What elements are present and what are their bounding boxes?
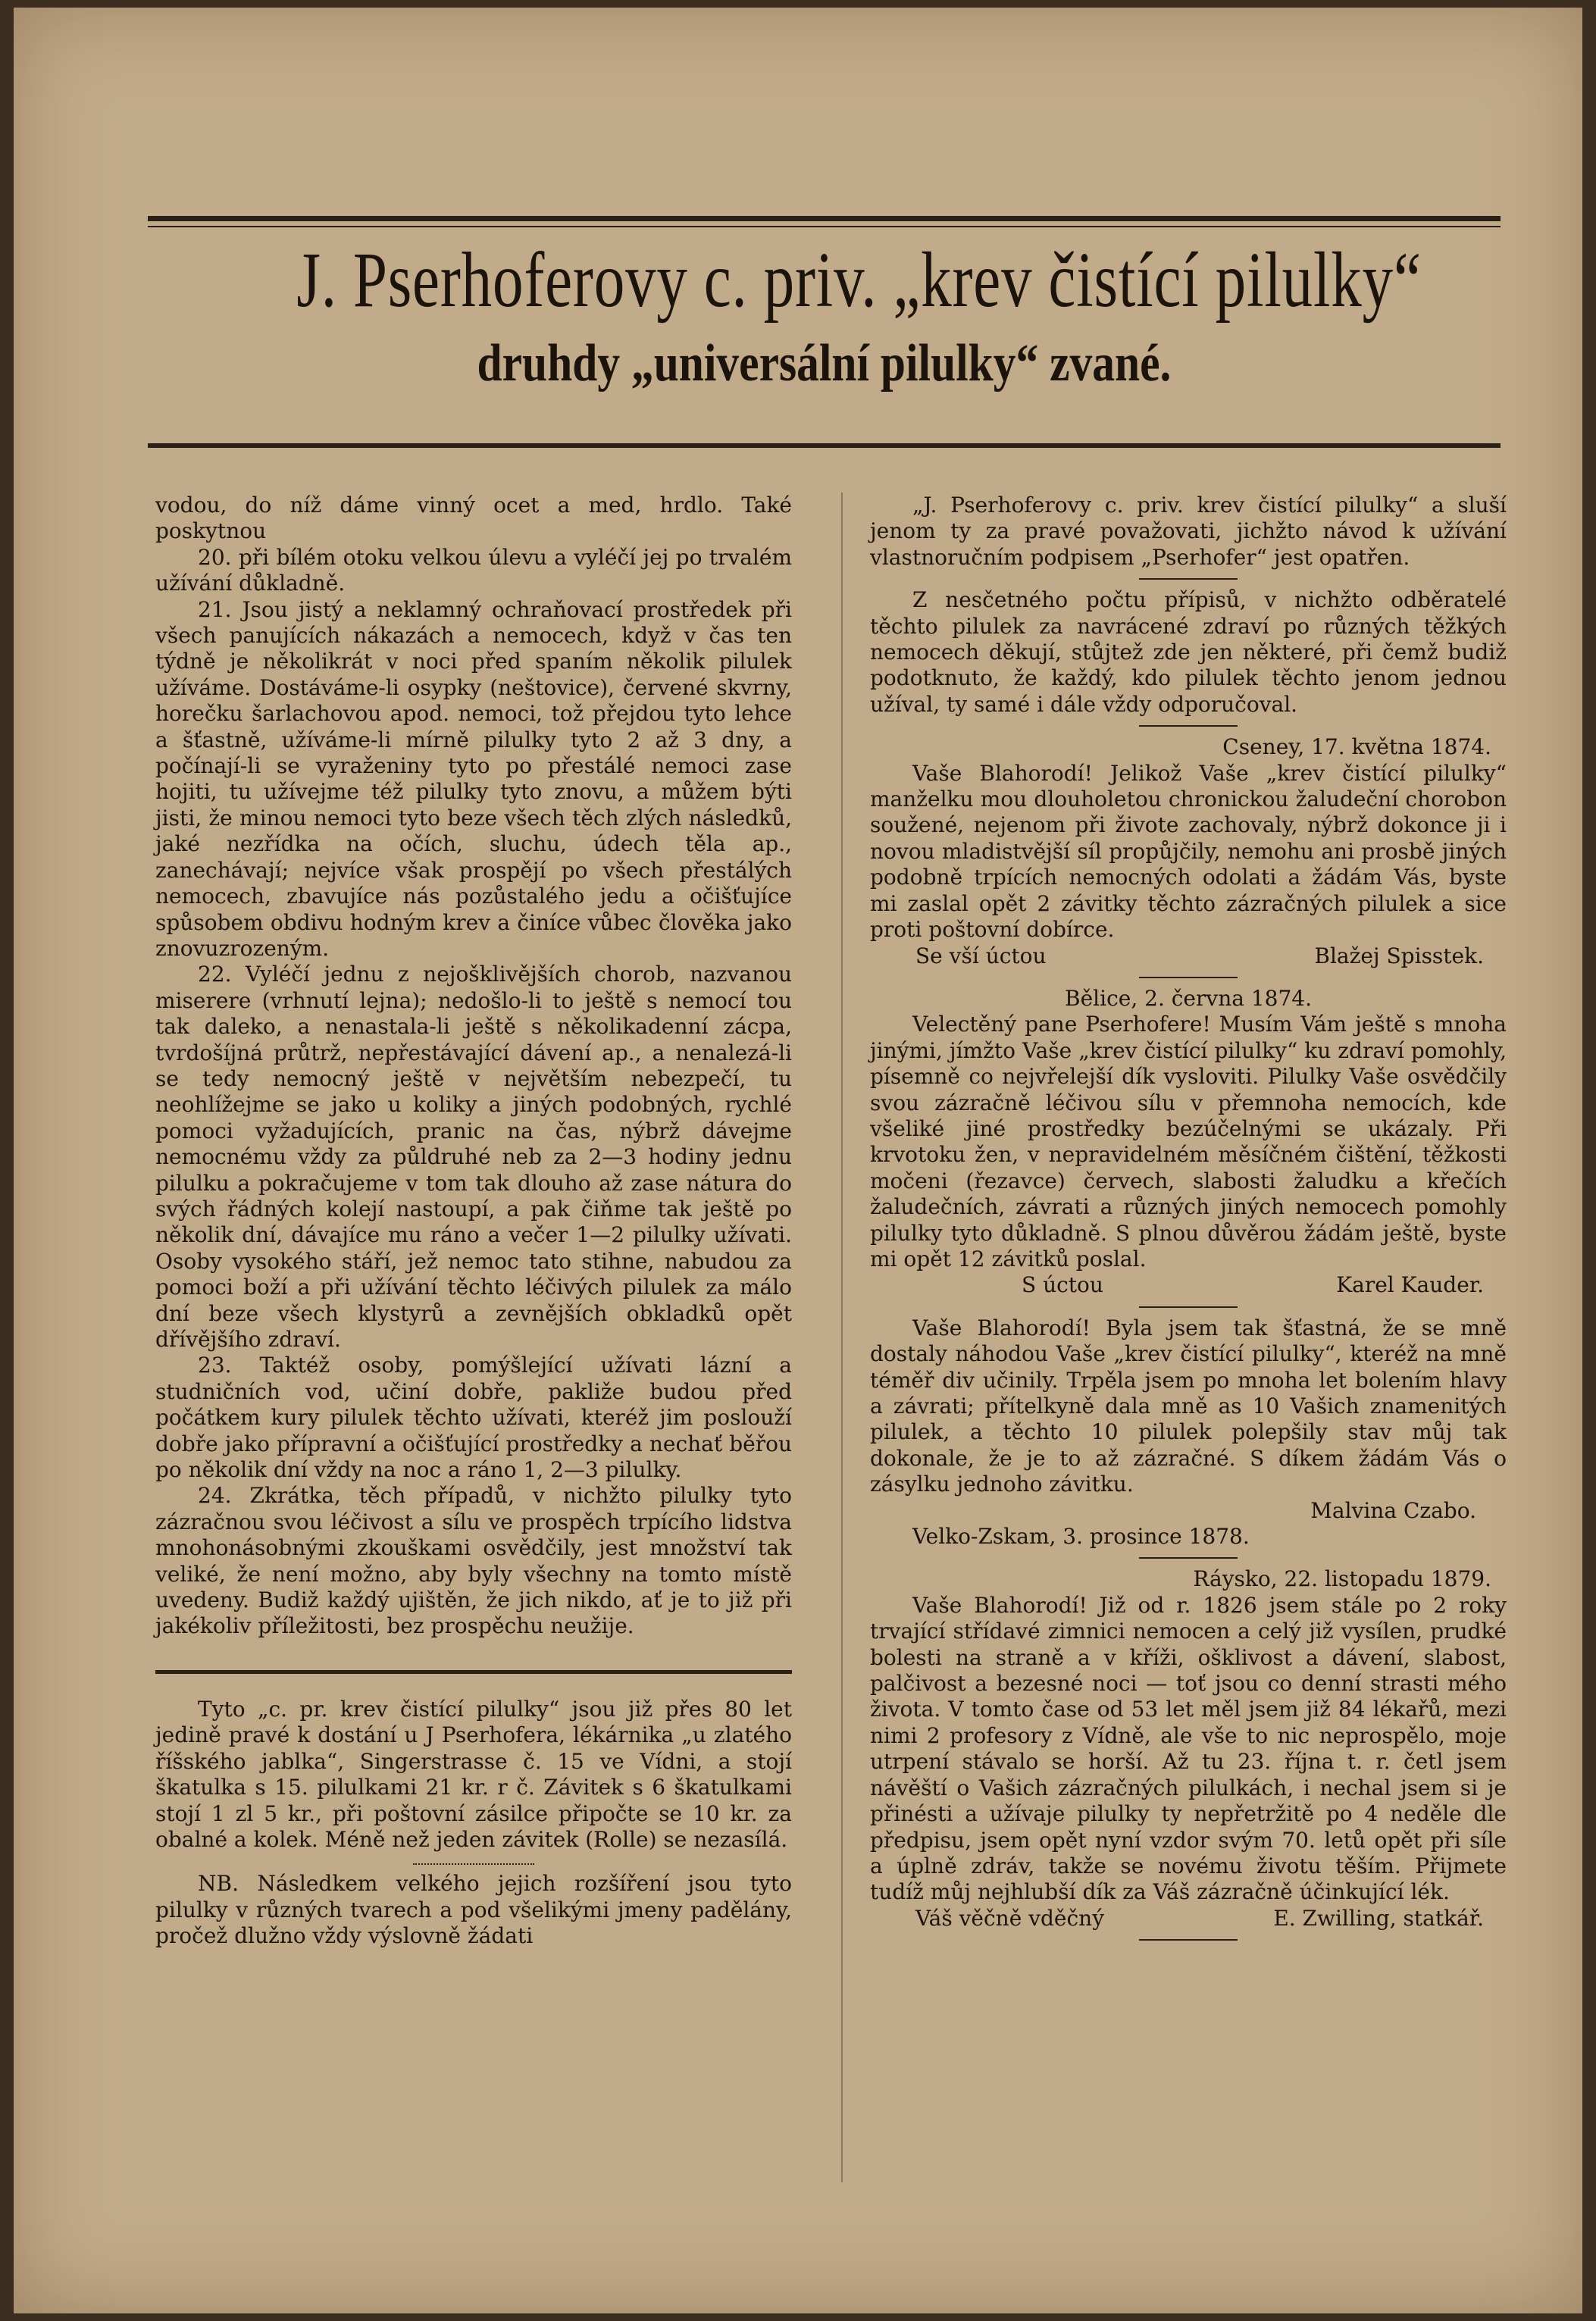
letter-1-signer: Blažej Spisstek. — [1314, 943, 1484, 968]
nb-notice: NB. Následkem velkého jejich rozšíření jsou tyto pilulky v různých tvarech a pod všelikými jmeny padělány, pročež dlužno vždy výslovně žádati — [155, 1871, 792, 1949]
item-23: 23. Taktéž osoby, pomýšlející užívati lázní a studničních vod, učiní dobře, pakliže budou před počátkem kury pilulek těchto užívati, kteréž jim poslouží dobře jako přípravní a očišťující prostředky a nechať běřou po několik dní vždy na noc a ráno 1, 2—3 pilulky. — [155, 1353, 792, 1483]
letter-2-signature — [870, 1272, 1507, 1298]
header-bottom-rule — [148, 443, 1501, 448]
letter-1-place: Cseney, 17. května 1874. — [1222, 734, 1491, 760]
short-rule — [1139, 1557, 1238, 1559]
letter-1-text: Vaše Blahorodí! Jelikož Vaše „krev čistící pilulky“ manželku mou dlouholetou chronickou žaludeční chorobon soužené, nejenom při živote zachovaly, nýbrž dokonce ji i novou mladistvější síl propůjčily, nemohu ani prosbě jiných podobně trpících nemocných odolati a žádám Vás, byste mi zaslal opět 2 závitky těchto zázračných pilulek a sice proti poštovní dobírce. — [870, 760, 1507, 943]
left-intro: vodou, do níž dáme vinný ocet a med, hrdlo. Také poskytnou — [155, 493, 792, 544]
letter-4-signer: E. Zwilling, statkář. — [1273, 1905, 1484, 1931]
item-24: 24. Zkrátka, těch případů, v nichžto pilulky tyto zázračnou svou léčivost a sílu ve prospěch trpícího lidstva mnohonásobnými zkouškami osvědčily, jest množství tak veliké, že není možno, aby byly všechny na tomto místě uvedeny. Budiž každý ujištěn, že jich nikdo, ať je to již při jakékoliv příležitosti, bez prospěchu neužije. — [155, 1483, 792, 1639]
letter-2-text: Velectěný pane Pserhofere! Musím Vám ještě s mnoha jinými, jímžto Vaše „krev čistící pilulky“ ku zdraví pomohly, písemně co nejvřelejší dík vysloviti. Pilulky Vaše osvědčily svou zázračně léčivou sílu v přemnoha nemocích, kde všeliké jiné prostředky bezúčelnými se ukázaly. Při krvotoku žen, v nepravidelném měsíčném čištění, těžkosti močeni (řezavce) červech, slabosti žaludku a křečích žaludečních, závrati a různých jiných nemocech pomohly pilulky tyto důkladně. S plnou důvěrou žádám ještě, byste mi opět 12 závitků poslal. — [870, 1012, 1507, 1272]
column-divider — [841, 493, 843, 2182]
top-rule-thin — [148, 226, 1501, 227]
short-rule — [1139, 1939, 1238, 1941]
letter-4-text: Vaše Blahorodí! Již od r. 1826 jsem stále po 2 roky trvající střídavé zimnici nemocen a celý již vysílen, prudké bolesti na straně a v kříži, ošklivost a dávení, slabost, palčivost a bezesné noci — toť jsou co denní strasti mého života. V tomto čase od 53 let měl jsem již 84 lékařů, mezi nimi 2 profesory z Vídně, ale vše to nic neprospělo, moje utrpení stávalo se horší. Až tu 23. října t. r. četl jsem návěští o Vašich zázračných pilulkách, i nechal jsem si je přinésti a užívaje pilulky ty nepřetržitě po 4 neděle dle předpisu, jsem opět nyní vzdor svým 70. letů opět při síle a úplně zdráv, takže se novému životu těším. Přijmete tudíž můj nejhlubší dík za Váš zázračně účinkující lék. — [870, 1592, 1507, 1905]
right-column — [870, 493, 1507, 1948]
ornament-divider — [413, 1859, 534, 1865]
letter-4-signature — [870, 1906, 1507, 1932]
short-rule — [1139, 578, 1238, 580]
right-intro: „J. Pserhoferovy c. priv. krev čistící pilulky“ a sluší jenom ty za pravé považovati, jichžto návod k užívání vlastnoručním podpisem „Pserhofer“ jest opatřen. — [870, 493, 1507, 570]
letter-3-place: Velko-Zskam, 3. prosince 1878. — [912, 1524, 1250, 1550]
short-rule — [1139, 1306, 1238, 1308]
letter-3-text: Vaše Blahorodí! Byla jsem tak šťastná, že se mně dostaly náhodou Vaše „krev čistící pilulky“, kteréž na mně téměř div učinily. Trpěla jsem po mnoha let bolením hlavy a závrati; přítelkyně dala mně as 10 Vašich znamenitých pilulek, a těchto 10 pilulek polepšily stav můj tak dokonale, že je to až zázračné. S díkem žádám Vás o zásylku jednoho závitku. — [870, 1315, 1507, 1497]
section-rule — [155, 1670, 792, 1674]
letter-4-greeting: Váš věčně vděčný — [915, 1905, 1105, 1931]
item-21: 21. Jsou jistý a neklamný ochraňovací prostředek při všech panujících nákazách a nemocech, když v čas ten týdně je několikrát v noci před spaním několik pilulek užíváme. Dostáváme-li osypky (neštovice), červené skvrny, horečku šarlachovou apod. nemoci, tož přejdou tyto lehce a šťastně, užíváme-li mírně pilulky tyto 2 až 3 dny, a počínají-li se vyraženiny tyto po přestálé nemoci zase hojiti, tu užívejme též pilulky tyto znovu, a můžem býti jisti, že minou nemoci tyto beze všech těch zlých následků, jaké nezřídka na očích, sluchu, údech těla ap., zanechávají; nejvíce však prospějí po všech přestálých nemocech, zbavujíce nás pozůstalého jedu a očišťujíce spůsobem obdivu hodným krev a činíce vůbec člověka jako znovuzrozeným. — [155, 596, 792, 961]
letter-4-place: Ráysko, 22. listopadu 1879. — [1193, 1566, 1491, 1592]
short-rule — [1139, 977, 1238, 978]
short-rule — [1139, 725, 1238, 727]
thanks-intro: Z nesčetného počtu přípisů, v nichžto odběratelé těchto pilulek za navrácené zdraví po různých těžkých nemocech děkují, stůjtež zde jen některé, při čemž budiž podotknuto, že každý, kdo pilulek těchto jenom jednou užíval, ty samé i dále vždy odporučoval. — [870, 587, 1507, 717]
top-rule — [148, 216, 1501, 221]
item-20: 20. při bílém otoku velkou úlevu a vyléčí jej po trvalém užívání důkladně. — [155, 544, 792, 596]
page-title: J. Pserhoferovy c. priv. „krev čistící pilulky“ — [296, 236, 1422, 324]
letter-2-place: Bělice, 2. června 1874. — [1065, 985, 1312, 1011]
header — [148, 235, 1501, 396]
letter-2-greeting: S úctou — [1022, 1272, 1103, 1298]
letter-1-signature — [870, 943, 1507, 969]
item-22: 22. Vyléčí jednu z nejošklivějších chorob, nazvanou miserere (vrhnutí lejna); nedošlo-li to ještě s nemocí tou tak daleko, a nenastala-li ještě s několikadenní zácpa, tvrdošíjná průtrž, nepřestávající dávení ap., a nenalezá-li se tedy nemocný ještě v největším nebezpečí, tu neohlížejme se jako u koliky a jiných podobných, rychlé pomoci vyžadujících, pranic na čas, nýbrž dávejme nemocnému vždy za půldruhé neb za 2—3 hodiny jednu pilulku a pokračujeme v tom tak dlouho až zase nátura do svých řádných kolejí nastoupí, a pak čiňme tak ještě po několik dní, dávajíce mu ráno a večer 1—2 pilulky užívati. Osoby vysokého stáří, jež nemoc tato stihne, nabudou za pomoci boží a při užívání těchto léčivých pilulek za málo dní beze všech klystyrů a zevnějších obkladků opět dřívějšího zdraví. — [155, 962, 792, 1352]
letter-2-signer: Karel Kauder. — [1336, 1272, 1484, 1298]
letter-1-greeting: Se vší úctou — [915, 943, 1047, 968]
price-notice: Tyto „c. pr. krev čistící pilulky“ jsou již přes 80 let jedině pravé k dostání u J Pserhofera, lékárnika „u zlatého říšského jablka“, Singerstrasse č. 15 ve Vídni, a stojí škatulka s 15. pilulkami 21 kr. r č. Závitek s 6 škatulkami stojí 1 zl 5 kr., při poštovní zásilce připočte se 10 kr. za obalné a kolek. Méně než jeden závitek (Rolle) se nezasílá. — [155, 1696, 792, 1852]
left-column — [155, 493, 792, 1950]
letter-3-signer: Malvina Czabo. — [1310, 1497, 1476, 1523]
page-subtitle: druhdy „universální pilulky“ zvané. — [477, 334, 1172, 393]
